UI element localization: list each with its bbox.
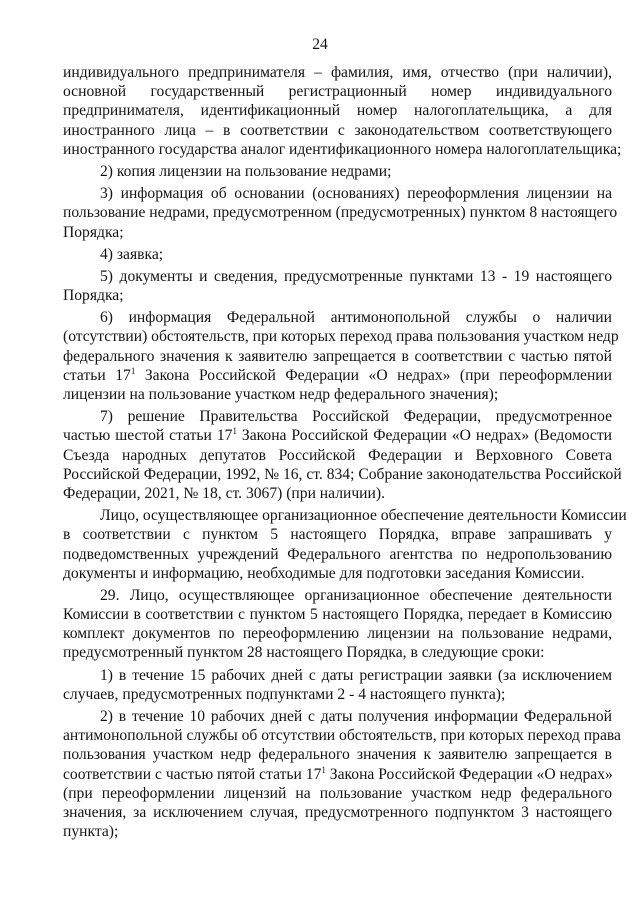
text-line: подведомственных учреждений Федерального агентства по недропользованию bbox=[63, 545, 612, 563]
text-line: значения, за исключением случая, предусмотренного подпунктом 3 настоящего bbox=[63, 803, 612, 821]
text-line: Съезда народных депутатов Российской Федерации и Верховного Совета bbox=[63, 446, 612, 464]
text-line: пользование недрами, предусмотренном (предусмотренных) пунктом 8 настоящего bbox=[63, 204, 618, 222]
text-line: антимонопольной службы об отсутствии обстоятельств, при которых переход права bbox=[63, 727, 621, 745]
text-line: 1) в течение 15 рабочих дней с даты регистрации заявки (за исключением bbox=[100, 666, 612, 684]
text-line: Комиссии в соответствии с пунктом 5 настоящего Порядка, передает в Комиссию bbox=[63, 606, 612, 624]
text-line: соответствии с частью пятой статьи $17^1$ Закона Российской Федерации «О недрах» bbox=[63, 764, 613, 783]
text-line: 6) информация Федеральной антимонопольной службы о наличии bbox=[100, 309, 612, 327]
text-line: федерального значения к заявителю запрещается в соответствии с частью пятой bbox=[63, 347, 612, 365]
text-line: лицензии на пользование участком недр федерального значения); bbox=[63, 386, 499, 403]
text-line: Федерации, 2021, № 18, ст. 3067) (при наличии). bbox=[63, 484, 385, 502]
text-line: Порядка; bbox=[63, 287, 124, 305]
text-line: статьи $17^1$ Закона Российской Федерации «О недрах» (при переоформлении bbox=[63, 365, 612, 384]
text-line: предпринимателя, идентификационный номер налогоплательщика, а для bbox=[63, 102, 612, 120]
document-body bbox=[63, 63, 627, 841]
text-line: 5) документы и сведения, предусмотренные пунктами 13 - 19 настоящего bbox=[100, 267, 612, 285]
text-line: основной государственный регистрационный номер индивидуального bbox=[63, 83, 612, 101]
text-line: (при переоформлении лицензий на пользование участком недр федерального bbox=[63, 784, 612, 802]
text-line: Российской Федерации, 1992, № 16, ст. 834; Собрание законодательства Российской bbox=[63, 465, 622, 483]
text-line: комплект документов по переоформлению лицензии на пользование недрами, bbox=[63, 625, 612, 643]
text-line: 2) копия лицензии на пользование недрами; bbox=[100, 162, 392, 180]
text-line: случаев, предусмотренных подпунктами 2 - 4 настоящего пункта); bbox=[63, 685, 506, 703]
text-line: 7) решение Правительства Российской Федерации, предусмотренное bbox=[100, 408, 612, 426]
text-line: Лицо, осуществляющее организационное обеспечение деятельности Комиссии bbox=[100, 507, 627, 525]
text-line: пользования участком недр федерального значения к заявителю запрещается в bbox=[63, 746, 612, 764]
text-line: иностранного лица – в соответствии с законодательством соответствующего bbox=[63, 121, 612, 139]
text-line: 3) информация об основании (основаниях) переоформления лицензии на bbox=[100, 185, 612, 203]
text-line: пункта); bbox=[63, 823, 119, 841]
text-line: (отсутствии) обстоятельств, при которых переход права пользования участком недр bbox=[63, 328, 619, 346]
text-line: документы и информацию, необходимые для подготовки заседания Комиссии. bbox=[63, 564, 585, 582]
text-line: индивидуального предпринимателя – фамилия, имя, отчество (при наличии), bbox=[63, 64, 612, 81]
page-number: 24 bbox=[312, 36, 328, 53]
text-line: 29. Лицо, осуществляющее организационное обеспечение деятельности bbox=[100, 586, 612, 604]
text-line: 4) заявка; bbox=[100, 245, 164, 263]
text-line: 2) в течение 10 рабочих дней с даты получения информации Федеральной bbox=[100, 708, 612, 725]
text-line: Порядка; bbox=[63, 223, 124, 241]
text-line: в соответствии с пунктом 5 настоящего Порядка, вправе запрашивать у bbox=[63, 526, 612, 544]
text-line: иностранного государства аналог идентификационного номера налогоплательщика; bbox=[63, 140, 622, 158]
text-line: частью шестой статьи $17^1$ Закона Российской Федерации «О недрах» (Ведомости bbox=[63, 426, 612, 445]
text-line: предусмотренный пунктом 28 настоящего Порядка, в следующие сроки: bbox=[63, 644, 545, 662]
